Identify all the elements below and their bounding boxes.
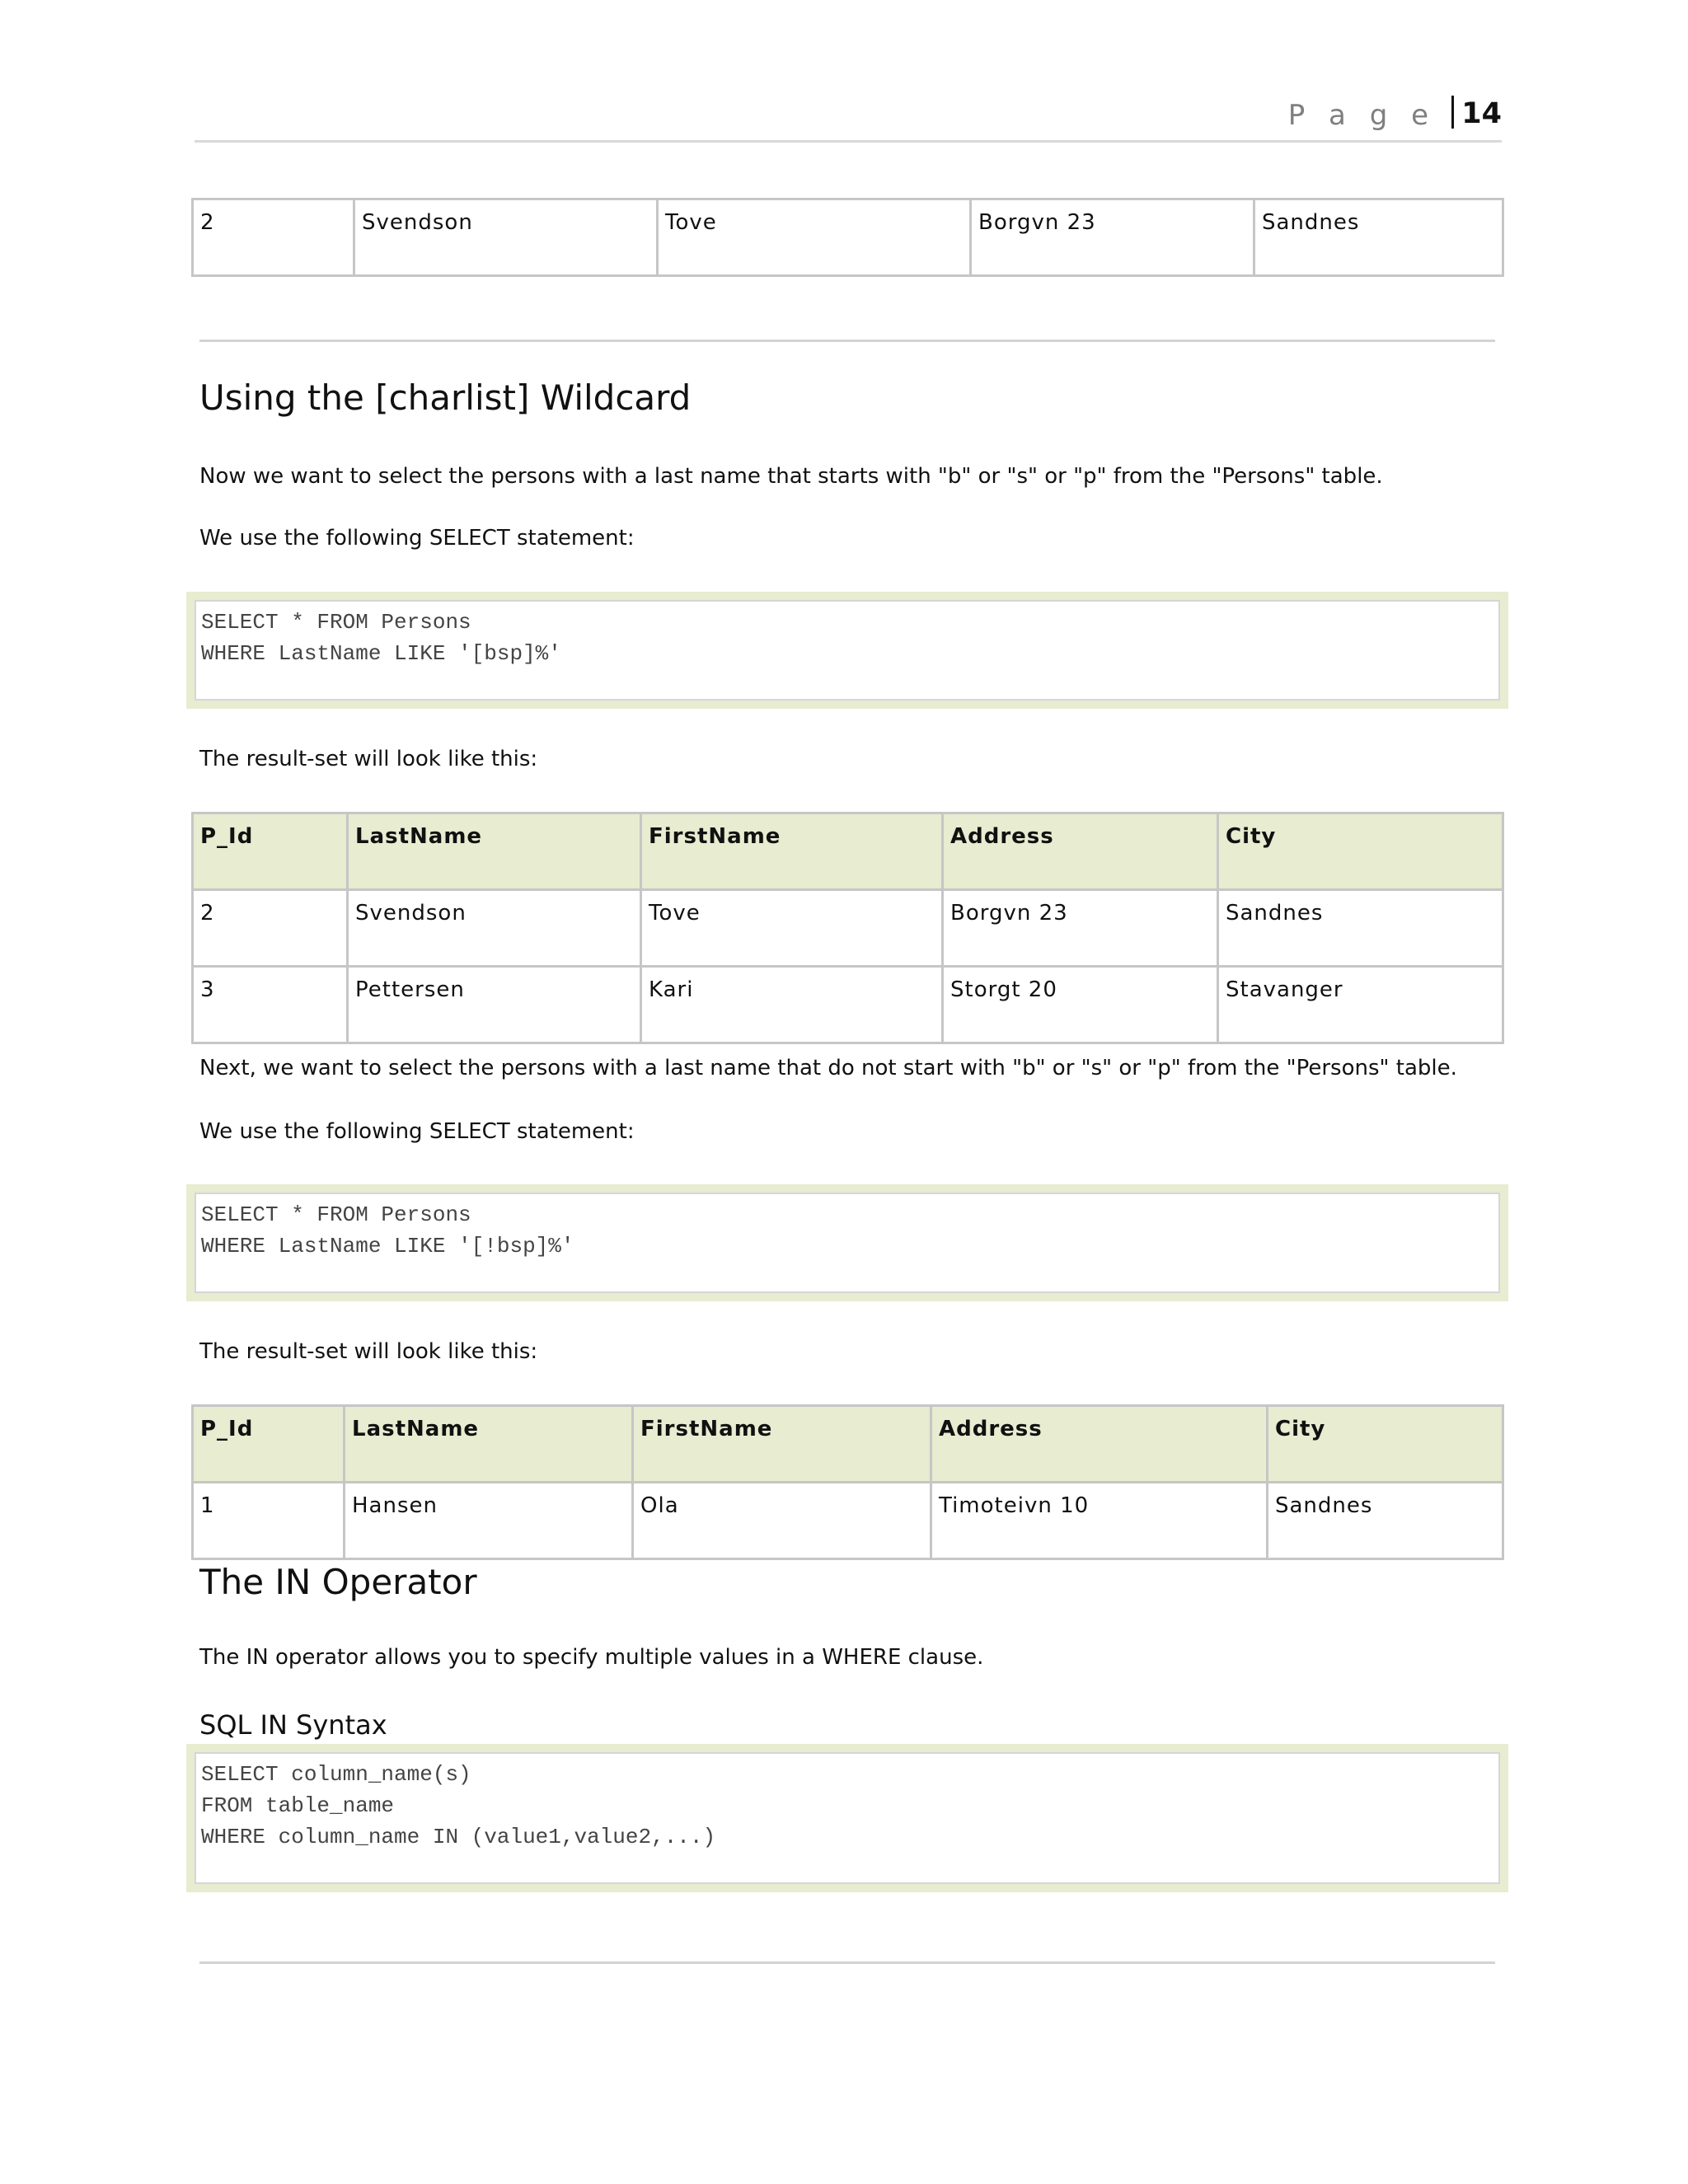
table-cell: Kari: [641, 967, 943, 1043]
result-label: The result-set will look like this:: [199, 1339, 538, 1364]
page-header: [195, 91, 1502, 143]
section-divider: [199, 340, 1495, 342]
table-cell: Pettersen: [348, 967, 641, 1043]
column-header: City: [1268, 1406, 1503, 1483]
result-table-not-bsp: [191, 1404, 1504, 1560]
table-header-row: [193, 813, 1503, 890]
statement-label: We use the following SELECT statement:: [199, 526, 635, 551]
column-header: FirstName: [641, 813, 943, 890]
table-header-row: [193, 1406, 1503, 1483]
next-text: Next, we want to select the persons with a last name that do not start with "b" or "s" or "p" from the "Persons" table.: [199, 1056, 1457, 1080]
result-label: The result-set will look like this:: [199, 747, 538, 771]
table-cell: Tove: [658, 199, 971, 276]
table-cell: Sandnes: [1254, 199, 1503, 276]
table-cell: 1: [193, 1483, 345, 1559]
table-cell: Borgvn 23: [943, 890, 1218, 967]
syntax-heading: SQL IN Syntax: [199, 1709, 387, 1741]
table-cell: Borgvn 23: [971, 199, 1254, 276]
table-cell: Storgt 20: [943, 967, 1218, 1043]
code-line: WHERE LastName LIKE '[bsp]%': [201, 641, 561, 666]
code-block-not-bsp: [186, 1184, 1508, 1301]
table-cell: Tove: [641, 890, 943, 967]
code-line: WHERE column_name IN (value1,value2,...): [201, 1825, 716, 1849]
table-cell: 3: [193, 967, 348, 1043]
table-row: [193, 967, 1503, 1043]
column-header: P_Id: [193, 813, 348, 890]
table-cell: Sandnes: [1268, 1483, 1503, 1559]
table-row: [193, 1483, 1503, 1559]
column-header: FirstName: [633, 1406, 931, 1483]
table-cell: Svendson: [354, 199, 658, 276]
result-table-bsp: [191, 812, 1504, 1044]
column-header: LastName: [348, 813, 641, 890]
section-heading-charlist: Using the [charlist] Wildcard: [199, 377, 692, 418]
page-separator: [1451, 96, 1454, 129]
in-intro-text: The IN operator allows you to specify multiple values in a WHERE clause.: [199, 1645, 984, 1670]
code-line: SELECT * FROM Persons: [201, 1202, 471, 1227]
section-divider: [199, 1961, 1495, 1964]
column-header: LastName: [345, 1406, 633, 1483]
column-header: City: [1218, 813, 1503, 890]
code-line: SELECT * FROM Persons: [201, 610, 471, 635]
table-cell: Sandnes: [1218, 890, 1503, 967]
table-cell: Ola: [633, 1483, 931, 1559]
table-row: [193, 890, 1503, 967]
intro-text: Now we want to select the persons with a last name that starts with "b" or "s" or "p" from the "Persons" table.: [199, 464, 1383, 489]
section-heading-in-operator: The IN Operator: [199, 1562, 477, 1602]
table-cell: Stavanger: [1218, 967, 1503, 1043]
code-content: [195, 600, 1500, 701]
code-block-bsp: [186, 592, 1508, 709]
column-header: P_Id: [193, 1406, 345, 1483]
column-header: Address: [943, 813, 1218, 890]
column-header: Address: [931, 1406, 1268, 1483]
table-cell: 2: [193, 199, 354, 276]
table-cell: Svendson: [348, 890, 641, 967]
code-block-in-syntax: [186, 1744, 1508, 1892]
table-cell: Timoteivn 10: [931, 1483, 1268, 1559]
page-number: 14: [1461, 97, 1502, 130]
table-row: [193, 199, 1503, 276]
persons-table-continued: [191, 198, 1504, 277]
code-content: [195, 1752, 1500, 1884]
table-cell: 2: [193, 890, 348, 967]
page-label: P a g e: [1287, 99, 1436, 132]
code-line: FROM table_name: [201, 1793, 395, 1818]
code-line: WHERE LastName LIKE '[!bsp]%': [201, 1234, 574, 1258]
table-cell: Hansen: [345, 1483, 633, 1559]
code-content: [195, 1193, 1500, 1293]
code-line: SELECT column_name(s): [201, 1762, 471, 1787]
statement-label: We use the following SELECT statement:: [199, 1119, 635, 1144]
